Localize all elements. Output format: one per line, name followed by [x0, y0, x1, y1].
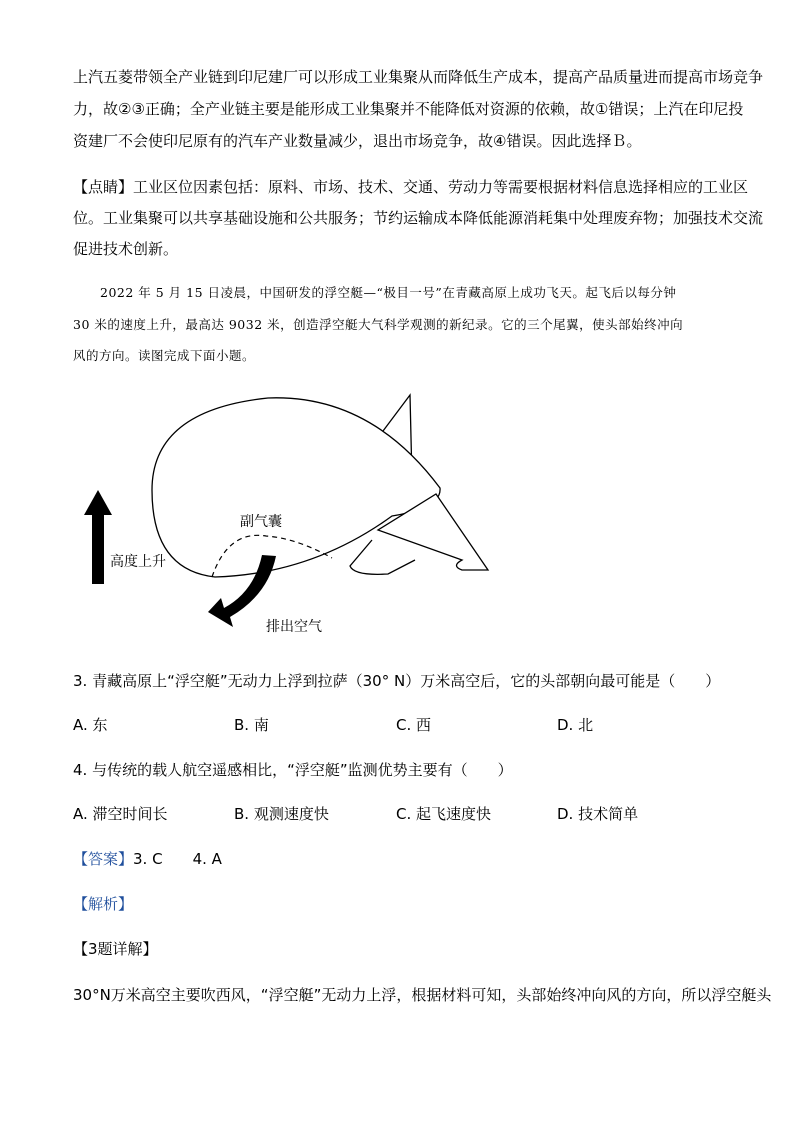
airship-figure: [70, 380, 510, 660]
bottom-tail-fin: [350, 540, 415, 574]
detail-tag: 【3题详解】: [73, 940, 158, 958]
ballonet-label: 副气囊: [240, 514, 282, 530]
material-line: 30 米的速度上升，最高达 9032 米，创造浮空艇大气科学观测的新纪录。它的三个尾翼，使头部始终冲向: [73, 317, 684, 332]
question-stem: 4. 与传统的载人航空遥感相比，“浮空艇”监测优势主要有（ ）: [73, 761, 513, 779]
answer-text: 3. C 4. A: [133, 850, 222, 868]
tip-line: [73, 177, 748, 197]
rise-arrow-head: [84, 490, 112, 515]
option-d: D. 北: [557, 716, 594, 734]
answer-tag: 【答案】: [73, 850, 134, 868]
tip-line: 位。工业集聚可以共享基础设施和公共服务；节约运输成本降低能源消耗集中处理废弃物；加强技术交流: [73, 209, 764, 227]
material-line: 风的方向。读图完成下面小题。: [73, 348, 256, 363]
tip-line: 促进技术创新。: [73, 240, 179, 258]
detail-text: 30°N万米高空主要吹西风，“浮空艇”无动力上浮，根据材料可知，头部始终冲向风的方向，所以浮空艇头: [73, 986, 772, 1004]
option-c: C. 西: [396, 716, 432, 734]
tip-text: 工业区位因素包括：原料、市场、技术、交通、劳动力等需要根据材料信息选择相应的工业区: [133, 178, 749, 196]
option-b: B. 南: [234, 716, 269, 734]
text-line: 上汽五菱带领全产业链到印尼建厂可以形成工业集聚从而降低生产成本，提高产品质量进而提高市场竞争: [73, 68, 764, 86]
answer-line: [73, 849, 222, 869]
text-line: 力，故②③正确；全产业链主要是能形成工业集聚并不能降低对资源的依赖，故①错误；上汽在印尼投: [73, 100, 744, 118]
rise-label: 高度上升: [110, 554, 166, 570]
option-d: D. 技术简单: [557, 805, 639, 823]
question-stem: 3. 青藏高原上“浮空艇”无动力上浮到拉萨（30° N）万米高空后，它的头部朝向最可能是（ ）: [73, 672, 721, 690]
analysis-tag: 【解析】: [73, 895, 134, 913]
exhaust-label: 排出空气: [266, 619, 322, 635]
material-line: 2022 年 5 月 15 日凌晨，中国研发的浮空艇—“极目一号”在青藏高原上成功飞天。起飞后以每分钟: [100, 285, 677, 300]
option-b: B. 观测速度快: [234, 805, 329, 823]
option-a: A. 滞空时间长: [73, 805, 168, 823]
option-c: C. 起飞速度快: [396, 805, 492, 823]
option-a: A. 东: [73, 716, 108, 734]
tip-tag: 【点睛】: [73, 178, 134, 196]
rise-arrow-shaft: [92, 514, 104, 584]
text-line: 资建厂不会使印尼原有的汽车产业数量减少，退出市场竞争，故④错误。因此选择Ｂ。: [73, 132, 642, 150]
